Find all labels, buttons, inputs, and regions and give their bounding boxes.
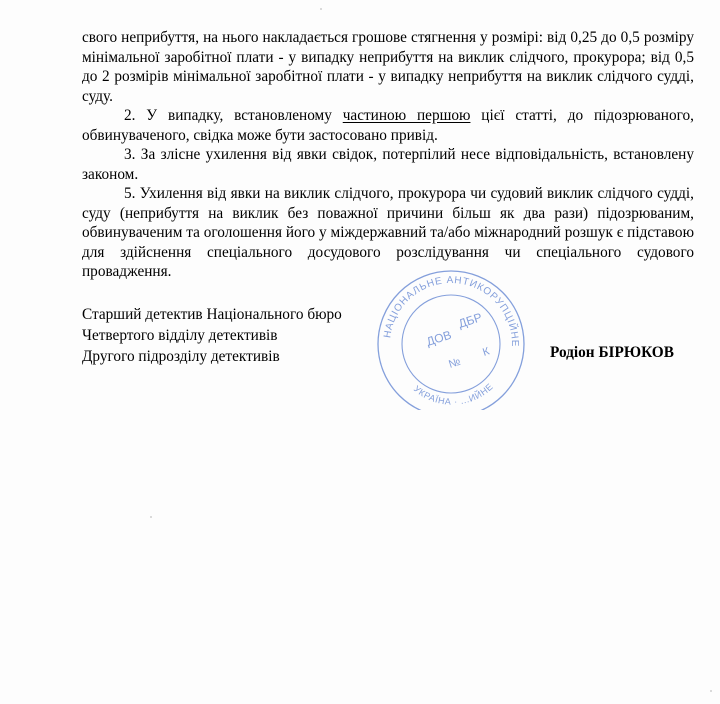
stamp-center-line-3: № [447, 355, 463, 371]
signer-title-line-2: Четвертого відділу детективів [82, 327, 278, 344]
signer-title-line-1: Старший детектив Національного бюро [82, 306, 342, 323]
article-part-one-link[interactable]: частиною першою [342, 107, 471, 124]
signature-block [82, 304, 402, 367]
stamp-center-line-1: ДБР [456, 310, 484, 331]
stamp-ring-text: НАЦІОНАЛЬНЕ АНТИКОРУПЦІЙНЕ [382, 274, 521, 348]
scan-speck [320, 8, 322, 10]
scan-speck [150, 516, 152, 518]
stamp-ring-bottom-text: УКРАЇНА · ...ИЙНЕ [411, 381, 496, 407]
stamp-center-line-2: ДОВ [424, 327, 454, 349]
paragraph-intro: свого неприбуття, на нього накладається грошове стягнення у розмірі: від 0,25 до 0,5 розміру мінімальної заробітної плати - у випадку неприбуття на виклик слідчого, прокурора; від 0,5 до 2 розмірів мінімальної заробітної плати - у випадку неприбуття на виклик слідчого судді, суду. [82, 29, 694, 105]
paragraph-5: 5. Ухилення від явки на виклик слідчого, прокурора чи судовий виклик слідчого судді, суду (неприбуття на виклик без поважної причини більш як два рази) підозрюваним, обвинуваченим та оголошення його у міждержавний та/або міжнародний розшук є підставою для здійснення спеціального досудового розслідування чи спеціального судового провадження. [82, 185, 694, 280]
official-stamp [372, 270, 530, 410]
paragraph-2-start: 2. У випадку, встановленому [124, 107, 343, 124]
stamp-inner-ring [402, 295, 500, 393]
signer-title-line-3: Другого підрозділу детективів [82, 348, 280, 365]
paragraph-2 [82, 106, 694, 145]
stamp-center-line-3b: К [481, 345, 492, 359]
paragraph-2-end: цієї статті, до підозрюваного, обвинуваченого, свідка може бути застосовано привід. [82, 107, 694, 144]
signer-name: Родіон БІРЮКОВ [550, 344, 674, 361]
document-body [82, 28, 694, 282]
paragraph-3: 3. За злісне ухилення від явки свідок, потерпілий несе відповідальність, встановлену законом. [82, 146, 694, 183]
scan-speck [710, 690, 712, 692]
